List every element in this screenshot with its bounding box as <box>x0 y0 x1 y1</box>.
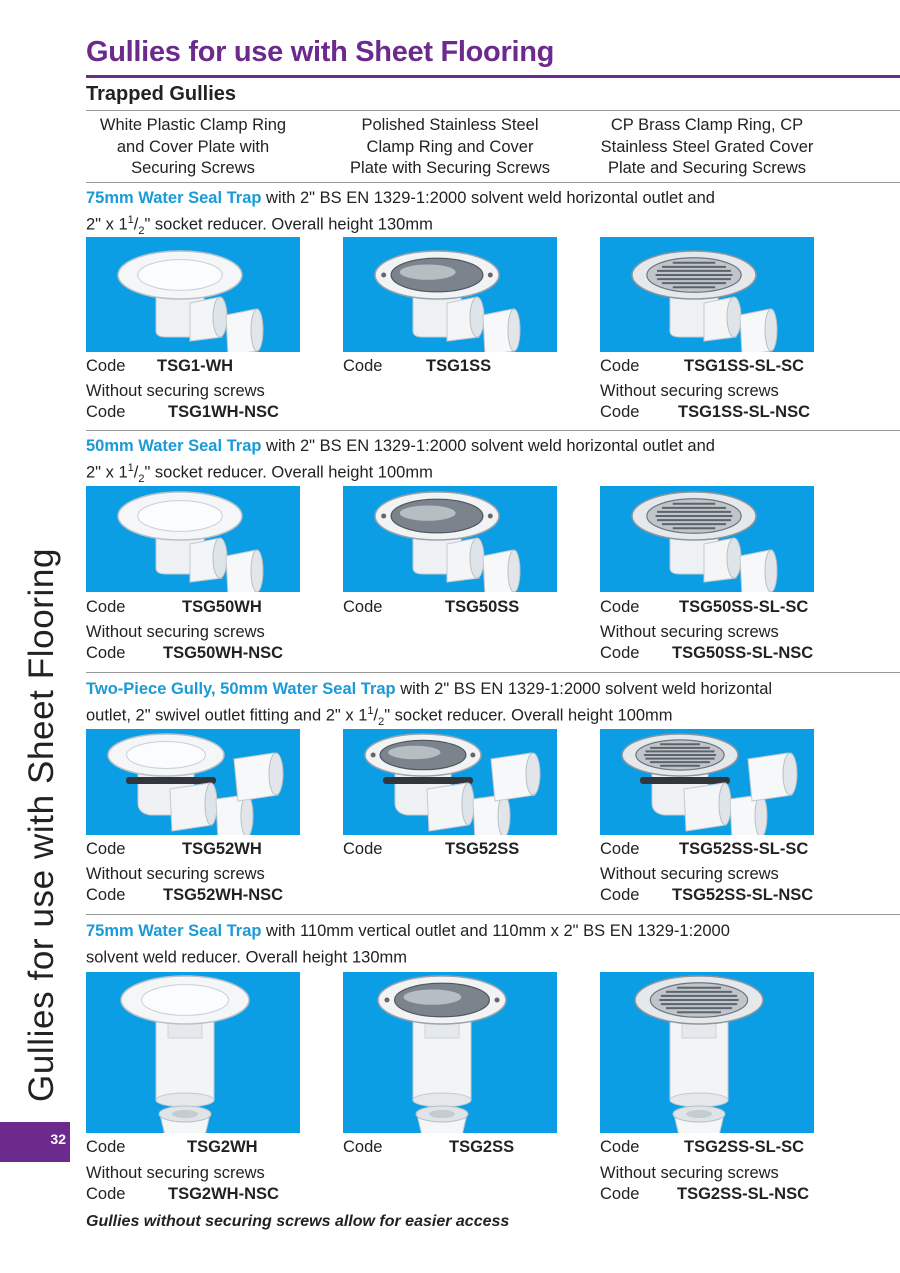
group-rule <box>86 430 900 431</box>
product-code-value: TSG1SS <box>426 357 492 375</box>
without-screws-label: Without securing screws <box>600 382 779 400</box>
group-description: 50mm Water Seal Trap with 2" BS EN 1329-1:2000 solvent weld horizontal outlet and 2" x $1^1/_2$" socket reducer. Overall height 100mm <box>86 437 715 485</box>
product-photo-grated <box>600 237 814 352</box>
without-screws-label: Without securing screws <box>600 623 779 641</box>
product-code-value: TSG2SS <box>449 1138 515 1156</box>
without-screws-label: Without securing screws <box>86 623 265 641</box>
product-code-value: TSG50WH <box>182 598 262 616</box>
without-screws-label: Without securing screws <box>600 865 779 883</box>
page-number-box <box>0 1122 70 1162</box>
product-photo-white <box>86 486 300 592</box>
product-code-nsc-value: TSG1SS-SL-NSC <box>678 403 811 421</box>
without-screws-label: Without securing screws <box>86 1164 265 1182</box>
title-rule <box>86 75 900 78</box>
page-number: 32 <box>50 1131 66 1147</box>
product-code-value: TSG50SS-SL-SC <box>679 598 809 616</box>
product-code: Code TSG50WH <box>86 598 262 616</box>
product-code-value: TSG50SS <box>445 598 520 616</box>
product-code-nsc: Code TSG1WH-NSC <box>86 403 279 421</box>
product-code-nsc-value: TSG1WH-NSC <box>168 403 279 421</box>
without-screws-label: Without securing screws <box>86 382 265 400</box>
product-code: Code TSG2SS-SL-SC <box>600 1138 805 1156</box>
without-screws-label: Without securing screws <box>600 1164 779 1182</box>
group-rule <box>86 672 900 673</box>
product-code-nsc-value: TSG50SS-SL-NSC <box>672 644 814 662</box>
group-highlight: 75mm Water Seal Trap <box>86 922 262 940</box>
column-header-stainless: Polished Stainless Steel Clamp Ring and Cover Plate with Securing Screws <box>350 116 550 177</box>
product-code: Code TSG52WH <box>86 840 262 858</box>
group-description: 75mm Water Seal Trap with 2" BS EN 1329-1:2000 solvent weld horizontal outlet and 2" x $1^1/_2$" socket reducer. Overall height 130mm <box>86 189 715 237</box>
product-code: Code TSG1SS-SL-SC <box>600 357 805 375</box>
product-code-nsc: Code TSG52WH-NSC <box>86 886 284 904</box>
page-title: Gullies for use with Sheet Flooring <box>86 36 555 68</box>
product-code: Code TSG2WH <box>86 1138 258 1156</box>
product-code-nsc: Code TSG1SS-SL-NSC <box>600 403 811 421</box>
product-photo-grated <box>600 972 814 1133</box>
product-code-nsc-value: TSG2SS-SL-NSC <box>677 1185 810 1203</box>
product-code-value: TSG52SS-SL-SC <box>679 840 809 858</box>
product-photo-grated <box>600 486 814 592</box>
group-highlight: Two-Piece Gully, 50mm Water Seal Trap <box>86 680 396 698</box>
product-code-nsc: Code TSG2SS-SL-NSC <box>600 1185 810 1203</box>
product-code: Code TSG1-WH <box>86 357 234 375</box>
product-photo-white <box>86 729 300 835</box>
side-title: Gullies for use with Sheet Flooring <box>22 547 61 1102</box>
without-screws-label: Without securing screws <box>86 865 265 883</box>
product-code-value: TSG2SS-SL-SC <box>684 1138 805 1156</box>
product-code-value: TSG52WH <box>182 840 262 858</box>
product-code-value: TSG52SS <box>445 840 520 858</box>
product-code-value: TSG1SS-SL-SC <box>684 357 805 375</box>
product-code-nsc: Code TSG52SS-SL-NSC <box>600 886 814 904</box>
product-photo-stainless <box>343 237 557 352</box>
product-code-nsc: Code TSG50SS-SL-NSC <box>600 644 814 662</box>
product-photo-white <box>86 972 300 1133</box>
product-code-nsc-value: TSG2WH-NSC <box>168 1185 279 1203</box>
product-code: Code TSG50SS-SL-SC <box>600 598 809 616</box>
product-photo-stainless <box>343 486 557 592</box>
product-code-nsc-value: TSG50WH-NSC <box>163 644 284 662</box>
product-code-nsc-value: TSG52WH-NSC <box>163 886 284 904</box>
product-code-nsc: Code TSG50WH-NSC <box>86 644 284 662</box>
column-header-white: White Plastic Clamp Ring and Cover Plate with Securing Screws <box>99 116 287 177</box>
product-code-value: TSG1-WH <box>157 357 234 375</box>
footer-note: Gullies without securing screws allow for easier access <box>86 1213 510 1230</box>
product-photo-stainless <box>343 972 557 1133</box>
section-rule <box>86 110 900 111</box>
group-description: Two-Piece Gully, 50mm Water Seal Trap with 2" BS EN 1329-1:2000 solvent weld horizontal outlet, 2" swivel outlet fitting and 2" x $1^1/_2$" socket reducer. Overall height 100mm <box>86 680 773 728</box>
product-code: Code TSG1SS <box>343 357 492 375</box>
product-photo-white <box>86 237 300 352</box>
product-code: Code TSG52SS <box>343 840 520 858</box>
group-highlight: 75mm Water Seal Trap <box>86 189 262 207</box>
group-highlight: 50mm Water Seal Trap <box>86 437 262 455</box>
product-photo-stainless <box>343 729 557 835</box>
column-header-grated: CP Brass Clamp Ring, CP Stainless Steel Grated Cover Plate and Securing Screws <box>600 116 814 177</box>
product-code-nsc-value: TSG52SS-SL-NSC <box>672 886 814 904</box>
group-description: 75mm Water Seal Trap with 110mm vertical outlet and 110mm x 2" BS EN 1329-1:2000 solvent weld reducer. Overall height 130mm <box>86 922 730 967</box>
product-photo-grated <box>600 729 814 835</box>
product-code: Code TSG2SS <box>343 1138 515 1156</box>
product-code: Code TSG52SS-SL-SC <box>600 840 809 858</box>
product-code-nsc: Code TSG2WH-NSC <box>86 1185 279 1203</box>
section-title: Trapped Gullies <box>86 83 237 105</box>
group-rule <box>86 182 900 183</box>
product-code: Code TSG50SS <box>343 598 520 616</box>
group-rule <box>86 914 900 915</box>
product-code-value: TSG2WH <box>187 1138 258 1156</box>
